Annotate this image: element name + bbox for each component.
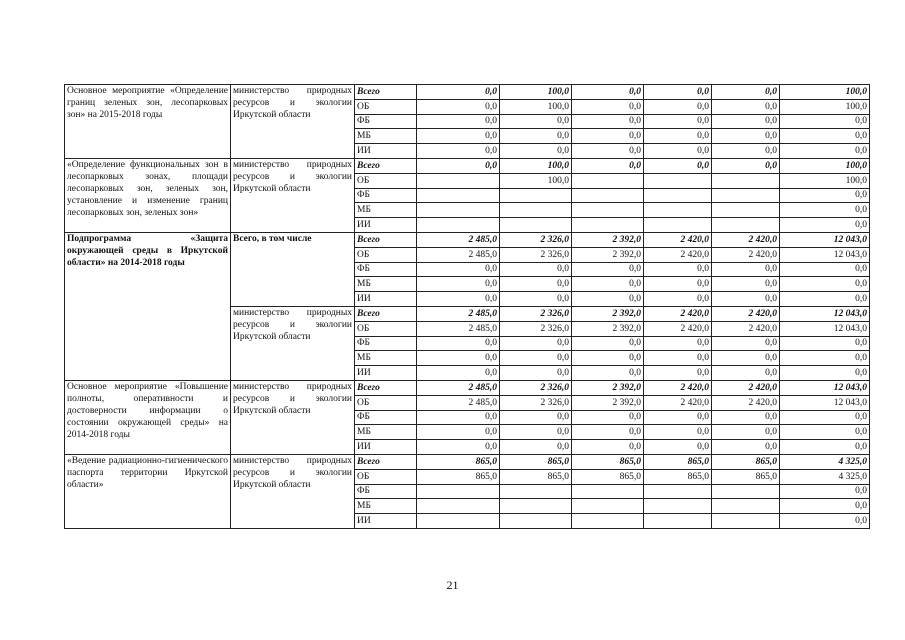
value-cell <box>417 173 500 188</box>
value-cell: 2 420,0 <box>644 395 712 410</box>
funding-source: Всего <box>355 232 417 247</box>
value-cell: 0,0 <box>572 85 644 100</box>
value-cell: 0,0 <box>500 129 572 144</box>
funding-source: ФБ <box>355 484 417 499</box>
funding-source: ОБ <box>355 247 417 262</box>
value-cell: 0,0 <box>500 262 572 277</box>
funding-source: МБ <box>355 203 417 218</box>
value-cell: 2 485,0 <box>417 380 500 395</box>
value-cell: 0,0 <box>644 99 712 114</box>
value-cell: 865,0 <box>644 454 712 469</box>
value-cell: 2 326,0 <box>500 395 572 410</box>
value-cell: 2 420,0 <box>712 247 780 262</box>
value-cell <box>417 203 500 218</box>
value-cell: 0,0 <box>417 85 500 100</box>
responsible-executor: министерство природных ресурсов и экологии Иркутской области <box>231 454 355 528</box>
value-total: 0,0 <box>780 514 870 529</box>
value-cell: 2 392,0 <box>572 247 644 262</box>
value-cell: 0,0 <box>500 144 572 159</box>
value-cell: 865,0 <box>417 454 500 469</box>
value-cell: 865,0 <box>644 469 712 484</box>
value-cell: 0,0 <box>644 129 712 144</box>
value-cell: 2 326,0 <box>500 306 572 321</box>
value-total: 0,0 <box>780 410 870 425</box>
value-cell: 0,0 <box>417 351 500 366</box>
value-cell: 0,0 <box>712 440 780 455</box>
funding-source: ФБ <box>355 262 417 277</box>
value-cell: 865,0 <box>417 469 500 484</box>
value-total: 4 325,0 <box>780 454 870 469</box>
funding-source: Всего <box>355 380 417 395</box>
value-cell <box>500 218 572 233</box>
value-cell: 0,0 <box>644 336 712 351</box>
value-cell: 0,0 <box>644 292 712 307</box>
value-cell: 0,0 <box>712 85 780 100</box>
value-cell: 2 420,0 <box>644 306 712 321</box>
value-cell: 0,0 <box>572 99 644 114</box>
value-cell <box>417 218 500 233</box>
value-cell: 0,0 <box>644 440 712 455</box>
value-cell <box>712 173 780 188</box>
value-cell: 0,0 <box>500 351 572 366</box>
value-cell <box>712 484 780 499</box>
funding-source: Всего <box>355 85 417 100</box>
value-cell: 2 420,0 <box>712 380 780 395</box>
funding-source: ИИ <box>355 292 417 307</box>
value-cell <box>572 203 644 218</box>
value-total: 12 043,0 <box>780 380 870 395</box>
value-total: 0,0 <box>780 336 870 351</box>
value-cell: 2 420,0 <box>644 380 712 395</box>
value-cell <box>572 499 644 514</box>
value-cell: 0,0 <box>572 292 644 307</box>
funding-source: ФБ <box>355 188 417 203</box>
value-cell: 0,0 <box>712 351 780 366</box>
value-cell: 0,0 <box>500 277 572 292</box>
value-cell: 0,0 <box>644 410 712 425</box>
value-cell <box>572 484 644 499</box>
value-cell <box>644 203 712 218</box>
value-total: 12 043,0 <box>780 395 870 410</box>
value-total: 12 043,0 <box>780 306 870 321</box>
funding-source: МБ <box>355 129 417 144</box>
value-cell: 2 420,0 <box>644 247 712 262</box>
value-cell: 0,0 <box>417 336 500 351</box>
value-cell: 0,0 <box>572 158 644 173</box>
value-cell: 0,0 <box>572 336 644 351</box>
value-cell <box>417 499 500 514</box>
value-total: 0,0 <box>780 262 870 277</box>
value-cell: 0,0 <box>572 410 644 425</box>
value-total: 0,0 <box>780 129 870 144</box>
value-cell <box>644 188 712 203</box>
value-total: 12 043,0 <box>780 247 870 262</box>
value-cell: 0,0 <box>417 425 500 440</box>
activity-description: Основное мероприятие «Повышение полноты, оперативности и достоверности информации о состоянии окружающей среды» на 2014-2018 годы <box>65 380 231 454</box>
value-cell <box>500 188 572 203</box>
value-cell: 2 392,0 <box>572 395 644 410</box>
value-total: 0,0 <box>780 144 870 159</box>
value-total: 12 043,0 <box>780 321 870 336</box>
value-cell: 0,0 <box>572 277 644 292</box>
value-cell <box>500 484 572 499</box>
responsible-executor: министерство природных ресурсов и экологии Иркутской области <box>231 85 355 159</box>
value-cell <box>417 484 500 499</box>
value-cell <box>712 499 780 514</box>
value-cell: 2 326,0 <box>500 380 572 395</box>
funding-source: ИИ <box>355 218 417 233</box>
value-cell: 0,0 <box>644 114 712 129</box>
value-cell: 0,0 <box>712 425 780 440</box>
value-cell: 0,0 <box>572 351 644 366</box>
value-total: 100,0 <box>780 173 870 188</box>
responsible-executor: министерство природных ресурсов и экологии Иркутской области <box>231 380 355 454</box>
value-cell: 0,0 <box>644 366 712 381</box>
responsible-executor: министерство природных ресурсов и экологии Иркутской области <box>231 306 355 380</box>
table-row <box>65 85 870 100</box>
value-total: 0,0 <box>780 218 870 233</box>
value-cell: 2 420,0 <box>644 232 712 247</box>
value-cell <box>712 188 780 203</box>
activity-description: Основное мероприятие «Определение границ зеленых зон, лесопарковых зон» на 2015-2018 годы <box>65 85 231 159</box>
value-cell: 0,0 <box>417 410 500 425</box>
value-cell <box>712 203 780 218</box>
funding-source: ИИ <box>355 366 417 381</box>
value-cell: 0,0 <box>417 277 500 292</box>
value-cell <box>500 514 572 529</box>
value-cell: 0,0 <box>572 144 644 159</box>
value-cell: 2 485,0 <box>417 306 500 321</box>
funding-source: ИИ <box>355 144 417 159</box>
value-cell: 0,0 <box>712 277 780 292</box>
value-cell: 2 420,0 <box>644 321 712 336</box>
value-cell: 865,0 <box>712 469 780 484</box>
funding-source: ОБ <box>355 469 417 484</box>
value-cell: 865,0 <box>572 454 644 469</box>
value-cell: 0,0 <box>500 114 572 129</box>
value-cell: 2 392,0 <box>572 321 644 336</box>
value-cell: 0,0 <box>500 410 572 425</box>
activity-description: «Определение функциональных зон в лесопарковых зонах, площади лесопарковых зон, зеленых зон, установление и изменение границ лесопарковых зон, зеленых зон» <box>65 158 231 232</box>
value-cell <box>712 514 780 529</box>
value-cell: 0,0 <box>644 85 712 100</box>
funding-source: Всего <box>355 454 417 469</box>
value-total: 100,0 <box>780 99 870 114</box>
value-cell: 2 485,0 <box>417 232 500 247</box>
value-cell: 0,0 <box>500 366 572 381</box>
value-cell <box>572 514 644 529</box>
value-cell: 0,0 <box>712 129 780 144</box>
value-cell: 2 485,0 <box>417 247 500 262</box>
value-cell: 0,0 <box>712 99 780 114</box>
value-cell: 2 485,0 <box>417 321 500 336</box>
value-cell: 0,0 <box>572 366 644 381</box>
funding-source: Всего <box>355 158 417 173</box>
value-cell: 0,0 <box>644 351 712 366</box>
value-cell: 0,0 <box>712 292 780 307</box>
funding-source: ФБ <box>355 410 417 425</box>
value-cell: 0,0 <box>417 292 500 307</box>
value-cell <box>500 203 572 218</box>
value-cell: 2 392,0 <box>572 306 644 321</box>
value-cell <box>572 173 644 188</box>
value-cell: 0,0 <box>712 336 780 351</box>
value-cell: 0,0 <box>712 366 780 381</box>
activity-description: «Ведение радиационно-гигиенического паспорта территории Иркутской области» <box>65 454 231 528</box>
value-cell: 100,0 <box>500 173 572 188</box>
value-cell <box>644 173 712 188</box>
value-total: 0,0 <box>780 425 870 440</box>
funding-source: ОБ <box>355 173 417 188</box>
value-cell: 0,0 <box>644 277 712 292</box>
value-total: 100,0 <box>780 158 870 173</box>
value-cell: 2 326,0 <box>500 321 572 336</box>
value-cell: 0,0 <box>417 262 500 277</box>
value-total: 0,0 <box>780 203 870 218</box>
value-total: 0,0 <box>780 114 870 129</box>
value-cell: 0,0 <box>644 144 712 159</box>
value-total: 0,0 <box>780 351 870 366</box>
value-cell <box>572 188 644 203</box>
value-cell: 2 392,0 <box>572 380 644 395</box>
value-total: 0,0 <box>780 484 870 499</box>
value-total: 0,0 <box>780 188 870 203</box>
value-cell <box>644 484 712 499</box>
value-cell: 0,0 <box>644 425 712 440</box>
value-cell: 0,0 <box>500 440 572 455</box>
value-cell: 0,0 <box>500 292 572 307</box>
funding-source: ФБ <box>355 336 417 351</box>
value-cell: 865,0 <box>500 469 572 484</box>
value-cell <box>644 514 712 529</box>
value-total: 0,0 <box>780 292 870 307</box>
value-cell: 0,0 <box>500 425 572 440</box>
table-row <box>65 454 870 469</box>
value-cell: 0,0 <box>417 99 500 114</box>
value-cell <box>644 218 712 233</box>
value-cell: 0,0 <box>572 425 644 440</box>
funding-source: МБ <box>355 277 417 292</box>
value-cell: 2 392,0 <box>572 232 644 247</box>
value-cell: 2 326,0 <box>500 247 572 262</box>
funding-source: ОБ <box>355 99 417 114</box>
activity-description: Подпрограмма «Защита окружающей среды в Иркутской области» на 2014-2018 годы <box>65 232 231 380</box>
value-cell: 0,0 <box>712 262 780 277</box>
value-cell <box>644 499 712 514</box>
value-cell: 0,0 <box>572 262 644 277</box>
value-cell <box>712 218 780 233</box>
value-cell: 2 485,0 <box>417 395 500 410</box>
funding-source: МБ <box>355 425 417 440</box>
value-cell: 0,0 <box>500 336 572 351</box>
value-cell: 0,0 <box>417 366 500 381</box>
value-cell: 865,0 <box>712 454 780 469</box>
value-cell: 865,0 <box>500 454 572 469</box>
budget-table <box>64 84 870 529</box>
funding-source: ОБ <box>355 321 417 336</box>
value-total: 0,0 <box>780 440 870 455</box>
value-cell: 2 420,0 <box>712 306 780 321</box>
responsible-executor: Всего, в том числе <box>231 232 355 306</box>
value-cell: 0,0 <box>572 129 644 144</box>
funding-source: МБ <box>355 499 417 514</box>
value-cell: 0,0 <box>417 158 500 173</box>
value-cell: 0,0 <box>712 410 780 425</box>
value-cell: 2 326,0 <box>500 232 572 247</box>
value-cell: 0,0 <box>417 129 500 144</box>
value-cell <box>500 499 572 514</box>
funding-source: ИИ <box>355 440 417 455</box>
table-row <box>65 158 870 173</box>
responsible-executor: министерство природных ресурсов и экологии Иркутской области <box>231 158 355 232</box>
value-cell: 0,0 <box>712 114 780 129</box>
value-cell: 0,0 <box>417 114 500 129</box>
value-total: 0,0 <box>780 366 870 381</box>
table-row <box>65 380 870 395</box>
value-cell: 0,0 <box>644 262 712 277</box>
value-total: 12 043,0 <box>780 232 870 247</box>
value-cell <box>417 188 500 203</box>
value-cell: 0,0 <box>572 114 644 129</box>
value-cell: 0,0 <box>417 440 500 455</box>
funding-source: ИИ <box>355 514 417 529</box>
funding-source: ФБ <box>355 114 417 129</box>
value-cell <box>572 218 644 233</box>
value-cell: 100,0 <box>500 158 572 173</box>
page-number: 21 <box>446 578 459 592</box>
value-cell: 0,0 <box>712 144 780 159</box>
value-cell: 100,0 <box>500 85 572 100</box>
value-total: 100,0 <box>780 85 870 100</box>
value-total: 4 325,0 <box>780 469 870 484</box>
value-cell: 2 420,0 <box>712 321 780 336</box>
value-cell: 0,0 <box>712 158 780 173</box>
value-cell: 0,0 <box>644 158 712 173</box>
value-cell: 865,0 <box>572 469 644 484</box>
funding-source: ОБ <box>355 395 417 410</box>
value-cell: 0,0 <box>572 440 644 455</box>
funding-source: Всего <box>355 306 417 321</box>
value-cell: 2 420,0 <box>712 395 780 410</box>
table-row <box>65 232 870 247</box>
funding-source: МБ <box>355 351 417 366</box>
value-cell: 100,0 <box>500 99 572 114</box>
value-total: 0,0 <box>780 499 870 514</box>
value-total: 0,0 <box>780 277 870 292</box>
value-cell: 2 420,0 <box>712 232 780 247</box>
value-cell: 0,0 <box>417 144 500 159</box>
value-cell <box>417 514 500 529</box>
